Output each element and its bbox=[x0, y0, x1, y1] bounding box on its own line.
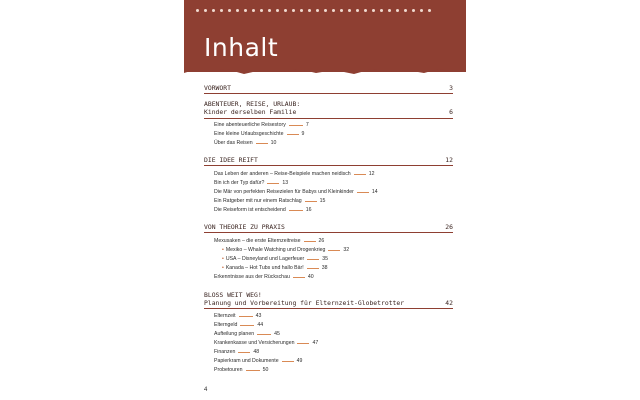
toc-entry: Mexusaken – die erste Elternzeitreise 26 bbox=[214, 238, 325, 244]
toc-entry: Krankenkasse und Versicherungen 47 bbox=[214, 340, 319, 346]
toc-entry: Das Leben der anderen – Reise-Beispiele machen neidisch 12 bbox=[214, 171, 375, 177]
toc-entry: Aufteilung planen 45 bbox=[214, 331, 280, 337]
toc-entry: Finanzen 48 bbox=[214, 349, 260, 355]
toc-section-abenteuer bbox=[204, 100, 453, 116]
section-title: VON THEORIE ZU PRAXIS bbox=[204, 223, 285, 231]
bullet-icon: • bbox=[222, 265, 224, 271]
toc-entry: Papierkram und Dokumente 49 bbox=[214, 358, 303, 364]
toc-entry: Probetouren 50 bbox=[214, 367, 269, 373]
page-number: 4 bbox=[204, 387, 208, 393]
section-page: 6 bbox=[449, 108, 453, 116]
section-title: DIE IDEE REIFT bbox=[204, 156, 258, 164]
toc-entry: Die Reiseform ist entscheidend 16 bbox=[214, 207, 312, 213]
section-page: 3 bbox=[449, 84, 453, 92]
section-page: 26 bbox=[445, 223, 453, 231]
section-rule bbox=[204, 232, 453, 233]
toc-section-praxis bbox=[204, 223, 453, 231]
toc-entry: Die Mär von perfekten Reisezielen für Babys und Kleinkinder 14 bbox=[214, 189, 378, 195]
section-title-line1: ABENTEUER, REISE, URLAUB: bbox=[204, 100, 301, 108]
bullet-icon: • bbox=[222, 247, 224, 253]
toc-entry: Eine kleine Urlaubsgeschichte 9 bbox=[214, 131, 305, 137]
section-page: 42 bbox=[445, 299, 453, 307]
section-title: VORWORT bbox=[204, 84, 231, 92]
section-title-line1: BLOSS WEIT WEG! bbox=[204, 291, 262, 299]
toc-entry: Erkenntnisse aus der Rückschau 40 bbox=[214, 274, 314, 280]
bullet-icon: • bbox=[222, 256, 224, 262]
decorative-dots bbox=[196, 9, 431, 15]
toc-entry: Elterngeld 44 bbox=[214, 322, 264, 328]
section-rule bbox=[204, 93, 453, 94]
section-title-line2: Planung und Vorbereitung für Elternzeit-Globetrotter bbox=[204, 299, 405, 307]
section-rule bbox=[204, 118, 453, 119]
section-page: 12 bbox=[445, 156, 453, 164]
section-rule bbox=[204, 165, 453, 166]
toc-entry: Ein Ratgeber mit nur einem Ratschlag 15 bbox=[214, 198, 326, 204]
page-title: Inhalt bbox=[204, 33, 279, 62]
toc-entry: Eine abenteuerliche Reisestory 7 bbox=[214, 122, 309, 128]
toc-subentry: • Mexiko – Whale Watching und Drogenkrieg 32 bbox=[222, 247, 350, 253]
toc-entry: Elternzeit 43 bbox=[214, 313, 262, 319]
toc-section-weit-weg bbox=[204, 291, 453, 307]
toc-section-idee bbox=[204, 156, 453, 164]
toc-entry: Bin ich der Typ dafür? 13 bbox=[214, 180, 289, 186]
section-title-line2: Kinder derselben Familie bbox=[204, 108, 297, 116]
section-rule bbox=[204, 308, 453, 309]
banner-rough-edge bbox=[184, 66, 466, 76]
toc-section-vorwort bbox=[204, 84, 453, 92]
toc-entry: Über das Reisen 10 bbox=[214, 140, 277, 146]
toc-subentry: • USA – Disneyland und Lagerfeuer 35 bbox=[222, 256, 329, 262]
toc-subentry: • Kanada – Hot Tubs und hallo Bär! 38 bbox=[222, 265, 328, 271]
